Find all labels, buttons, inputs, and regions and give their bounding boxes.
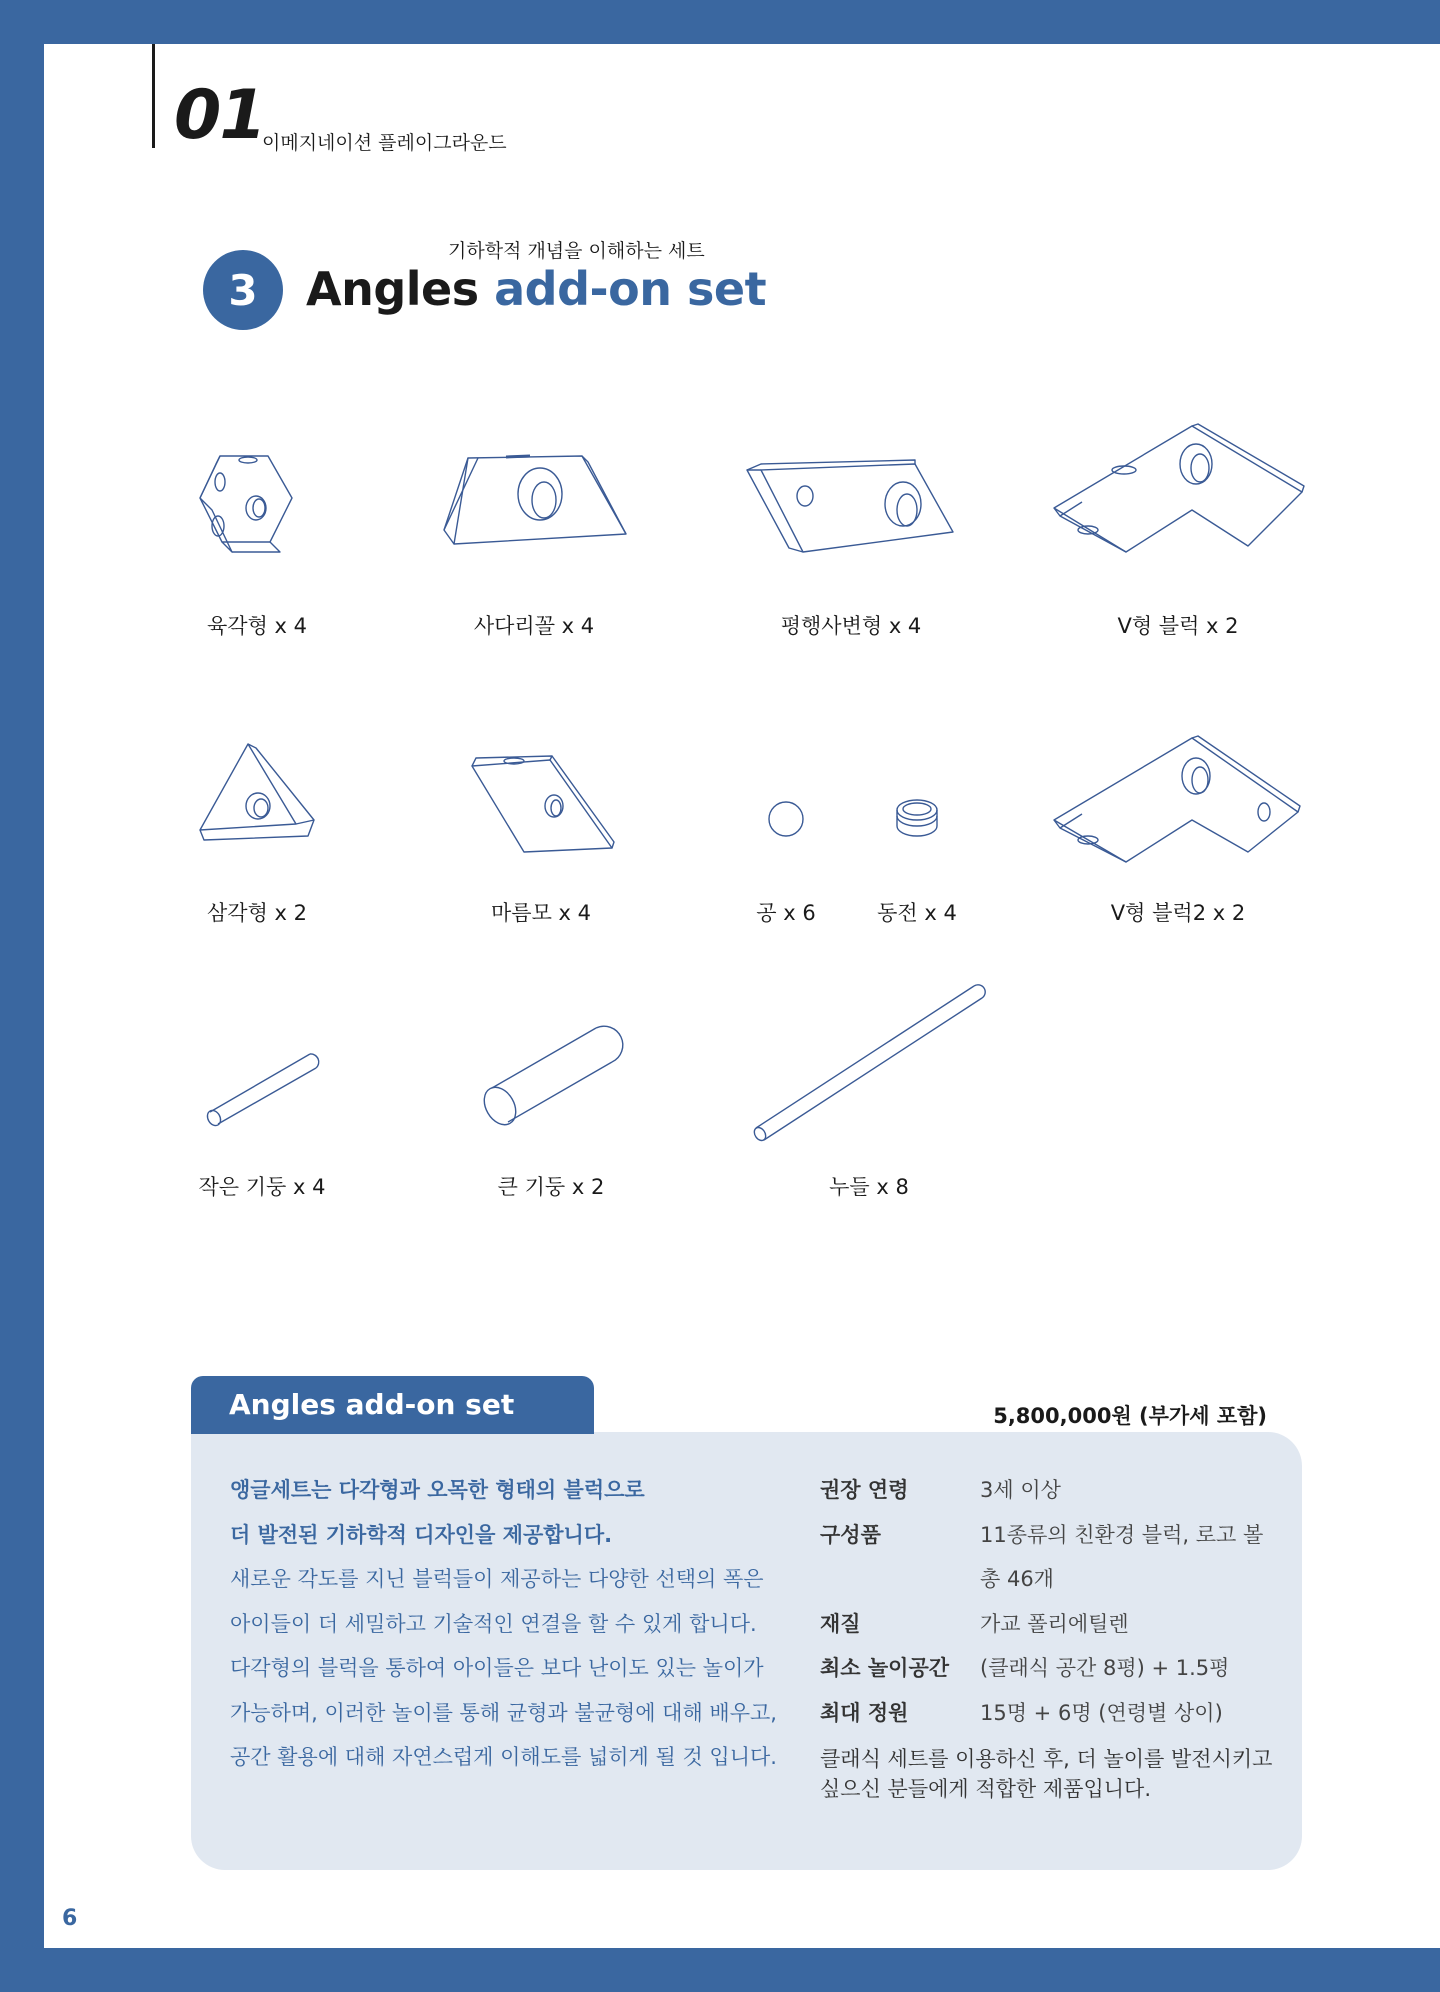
small-pillar-icon (204, 1050, 324, 1126)
intro-body-line: 새로운 각도를 지닌 블럭들이 제공하는 다양한 선택의 폭은 (230, 1567, 764, 1591)
item-label-v-block: V형 블럭 x 2 (1117, 614, 1239, 638)
item-label-parallelogram: 평행사변형 x 4 (780, 614, 922, 638)
triangle-block-icon (196, 740, 316, 846)
spec-key: 최대 정원 (820, 1700, 909, 1725)
section-title-main: Angles (306, 262, 479, 316)
item-label-rhombus: 마름모 x 4 (491, 901, 591, 925)
spec-row-age (820, 1468, 1290, 1513)
chapter-number: 01 (174, 76, 265, 155)
coin-icon (893, 798, 941, 840)
item-label-large-pillar: 큰 기둥 x 2 (497, 1175, 605, 1199)
intro-bold-line: 앵글세트는 다각형과 오목한 형태의 블럭으로 (230, 1478, 645, 1502)
spec-key: 최소 놀이공간 (820, 1656, 950, 1680)
ball-icon (767, 799, 805, 839)
spec-row-components-total (820, 1557, 1290, 1602)
section-title-accent: add-on set (494, 262, 767, 316)
item-label-triangle: 삼각형 x 2 (207, 901, 307, 925)
spec-value: (클래식 공간 8평) + 1.5평 (980, 1656, 1230, 1680)
v-block-icon (1052, 422, 1304, 556)
note-line: 싶으신 분들에게 적합한 제품입니다. (820, 1777, 1151, 1801)
spec-key: 권장 연령 (820, 1478, 909, 1502)
spec-key: 구성품 (820, 1522, 881, 1547)
large-pillar-icon (478, 1022, 624, 1126)
trapezoid-block-icon (440, 450, 630, 550)
spec-value: 3세 이상 (980, 1478, 1061, 1502)
section-title (306, 262, 766, 316)
intro-bold-line: 더 발전된 기하학적 디자인을 제공합니다. (230, 1522, 613, 1547)
spec-list (820, 1468, 1290, 1735)
intro-body-line: 다각형의 블럭을 통하여 아이들은 보다 난이도 있는 놀이가 (230, 1656, 764, 1680)
spec-key: 재질 (820, 1611, 861, 1636)
intro-body-line: 공간 활용에 대해 자연스럽게 이해도를 넓히게 될 것 입니다. (230, 1745, 777, 1769)
price: 5,800,000원 (부가세 포함) (993, 1404, 1267, 1428)
section-subtitle: 기하학적 개념을 이해하는 세트 (448, 240, 705, 262)
spec-row-min-space (820, 1646, 1290, 1691)
spec-row-components (820, 1513, 1290, 1558)
intro-body-line: 아이들이 더 세밀하고 기술적인 연결을 할 수 있게 합니다. (230, 1611, 757, 1636)
section-number-badge: 3 (203, 250, 283, 330)
item-label-hexagon: 육각형 x 4 (207, 614, 307, 638)
info-tab-title: Angles add-on set (191, 1376, 594, 1434)
chapter-rule (152, 44, 155, 148)
v-block-2-icon (1052, 734, 1304, 868)
noodle-icon (752, 982, 986, 1142)
hexagon-block-icon (196, 446, 316, 556)
spec-key (820, 1557, 980, 1602)
intro-body-line: 가능하며, 이러한 놀이를 통해 균형과 불균형에 대해 배우고, (230, 1700, 777, 1725)
recommendation-note (820, 1744, 1290, 1804)
page-number: 6 (62, 1906, 78, 1931)
note-line: 클래식 세트를 이용하신 후, 더 놀이를 발전시키고 (820, 1747, 1273, 1771)
spec-value: 15명 + 6명 (연령별 상이) (980, 1700, 1223, 1725)
rhombus-block-icon (468, 754, 616, 854)
spec-row-capacity (820, 1691, 1290, 1736)
item-label-trapezoid: 사다리꼴 x 4 (473, 614, 595, 638)
item-label-small-pillar: 작은 기둥 x 4 (198, 1175, 326, 1199)
item-label-ball: 공 x 6 (756, 901, 816, 925)
spec-value: 가교 폴리에틸렌 (980, 1611, 1129, 1636)
item-label-v-block-2: V형 블럭2 x 2 (1110, 901, 1246, 925)
spec-value: 11종류의 친환경 블럭, 로고 볼 (980, 1522, 1264, 1547)
parallelogram-block-icon (745, 456, 957, 556)
item-label-coin: 동전 x 4 (877, 901, 957, 925)
intro-text (230, 1468, 777, 1780)
spec-row-material (820, 1602, 1290, 1647)
item-label-noodle: 누들 x 8 (829, 1175, 909, 1199)
spec-value: 총 46개 (980, 1567, 1054, 1591)
chapter-title: 이메지네이션 플레이그라운드 (262, 132, 507, 154)
